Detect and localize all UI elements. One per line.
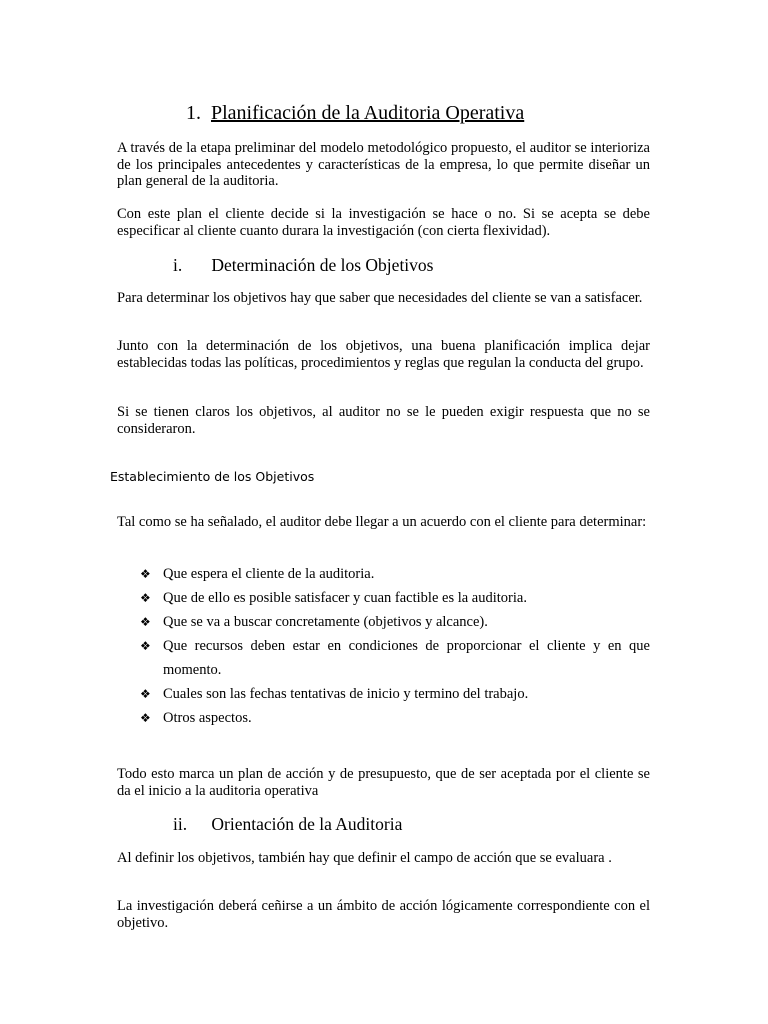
list-item <box>140 682 650 706</box>
paragraph-orientacion-1: Al definir los objetivos, también hay que definir el campo de acción que se evaluara . <box>117 850 612 866</box>
subheading-title: Orientación de la Auditoria <box>211 814 403 834</box>
list-item <box>140 634 650 682</box>
establecimiento-heading: Establecimiento de los Objetivos <box>110 469 315 484</box>
section-title: Planificación de la Auditoria Operativa <box>211 102 525 124</box>
list-item-text: Otros aspectos. <box>163 710 252 726</box>
bullet-icon: ❖ <box>140 639 151 653</box>
subheading-orientacion <box>173 814 402 834</box>
paragraph-intro-2: Con este plan el cliente decide si la investigación se hace o no. Si se acepta se debe especificar al cliente cuanto durara la investigación (con cierta flexividad). <box>117 206 650 239</box>
subheading-number: ii. <box>173 814 188 834</box>
bullet-icon: ❖ <box>140 687 151 701</box>
bullet-icon: ❖ <box>140 591 151 605</box>
bullet-list <box>140 562 650 730</box>
paragraph-objetivos-1: Para determinar los objetivos hay que saber que necesidades del cliente se van a satisfacer. <box>117 290 643 306</box>
list-item-text: Que se va a buscar concretamente (objetivos y alcance). <box>163 614 488 630</box>
list-item-text: Que espera el cliente de la auditoria. <box>163 566 375 582</box>
list-item <box>140 586 650 610</box>
list-item <box>140 610 650 634</box>
paragraph-plan-accion: Todo esto marca un plan de acción y de presupuesto, que de ser aceptada por el cliente se da el inicio a la auditoria operativa <box>117 766 650 799</box>
section-number: 1. <box>186 102 201 124</box>
subheading-title: Determinación de los Objetivos <box>211 255 434 275</box>
paragraph-establecimiento-1: Tal como se ha señalado, el auditor debe llegar a un acuerdo con el cliente para determinar: <box>117 514 647 530</box>
paragraph-objetivos-2: Junto con la determinación de los objetivos, una buena planificación implica dejar establecidas todas las políticas, procedimientos y reglas que regulan la conducta del grupo. <box>117 338 650 371</box>
list-item-text: Que recursos deben estar en condiciones de proporcionar el cliente y en que momento. <box>163 638 650 678</box>
paragraph-objetivos-3: Si se tienen claros los objetivos, al auditor no se le pueden exigir respuesta que no se consideraron. <box>117 404 650 437</box>
bullet-icon: ❖ <box>140 567 151 581</box>
section-heading <box>186 101 524 125</box>
bullet-icon: ❖ <box>140 615 151 629</box>
list-item <box>140 706 650 730</box>
bullet-icon: ❖ <box>140 711 151 725</box>
list-item <box>140 562 650 586</box>
paragraph-orientacion-2: La investigación deberá ceñirse a un ámbito de acción lógicamente correspondiente con el objetivo. <box>117 898 650 931</box>
subheading-number: i. <box>173 255 183 275</box>
subheading-determinacion <box>173 255 433 275</box>
list-item-text: Cuales son las fechas tentativas de inicio y termino del trabajo. <box>163 686 529 702</box>
list-item-text: Que de ello es posible satisfacer y cuan factible es la auditoria. <box>163 590 527 606</box>
paragraph-intro-1: A través de la etapa preliminar del modelo metodológico propuesto, el auditor se interioriza de los principales antecedentes y características de la empresa, lo que permite diseñar un plan general de la auditoria. <box>117 140 650 189</box>
